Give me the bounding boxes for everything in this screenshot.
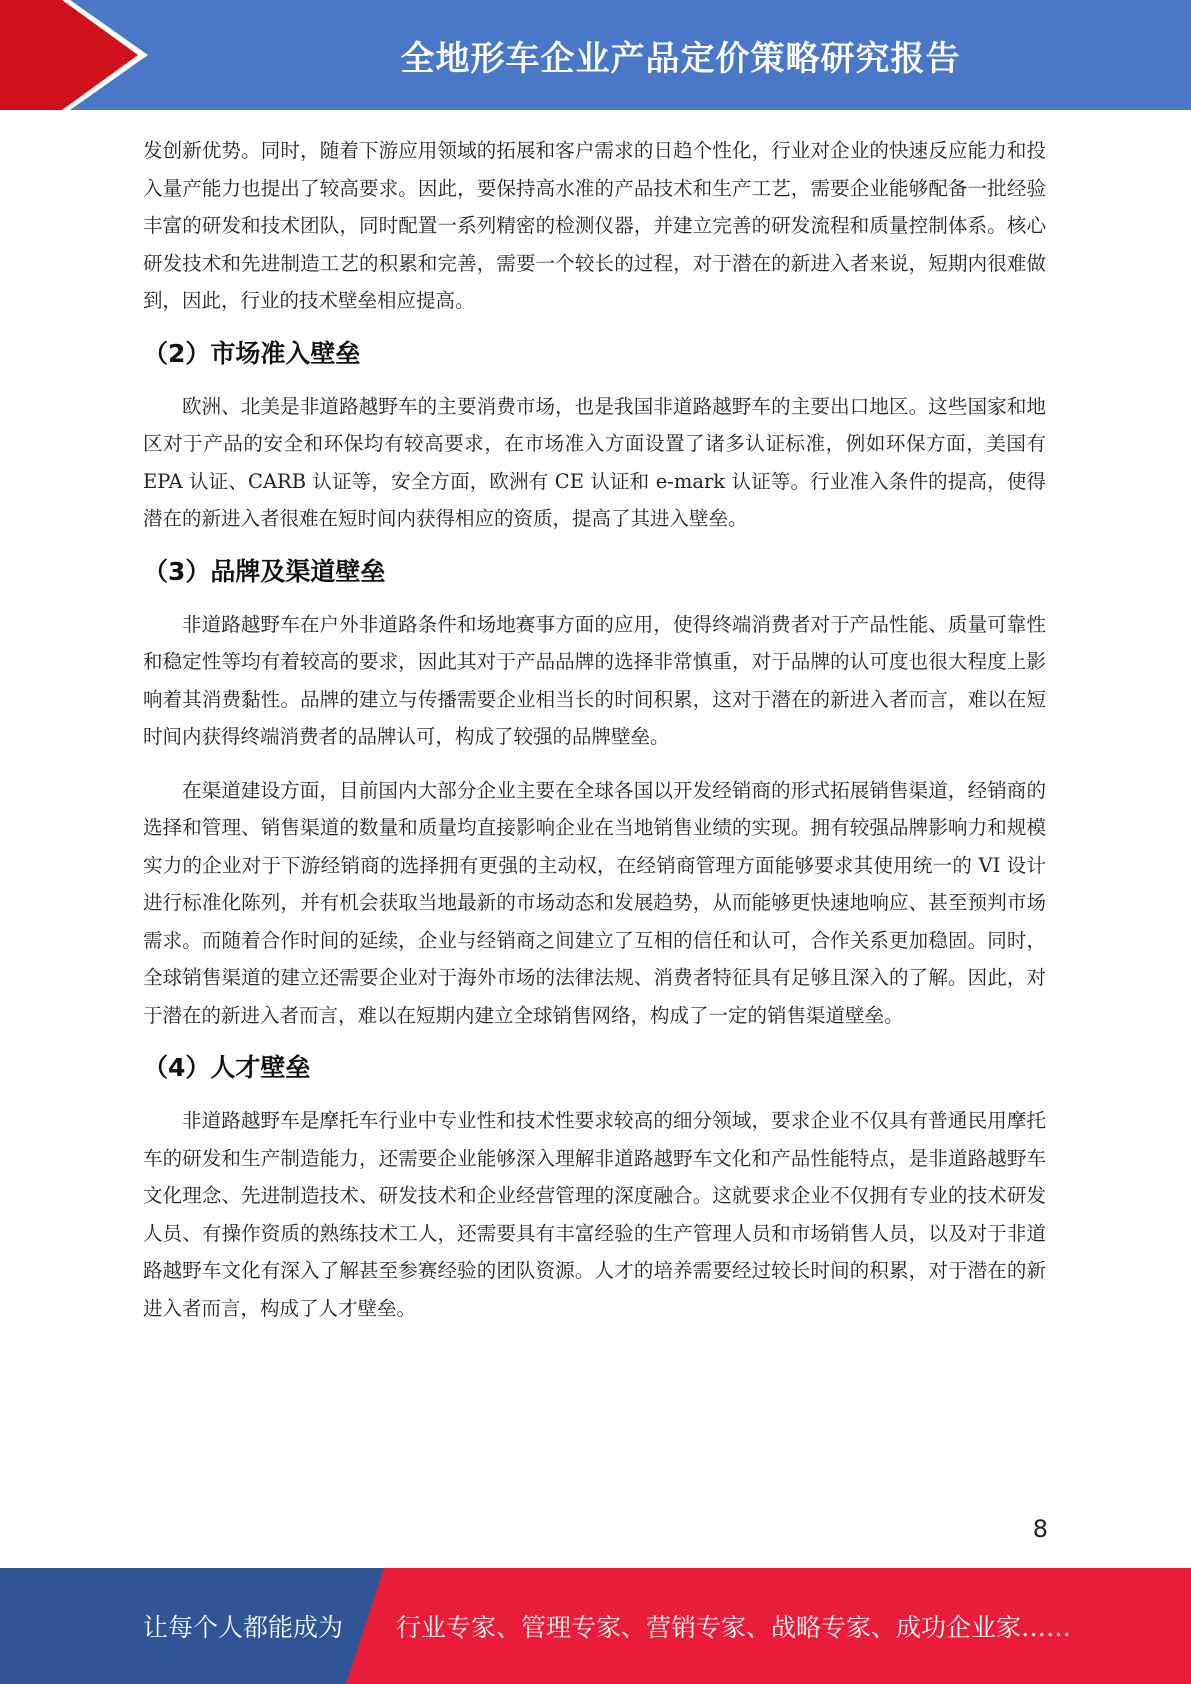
page-number: 8 — [1032, 1515, 1048, 1543]
paragraph-tech-barrier-continued: 发创新优势。同时，随着下游应用领域的拓展和客户需求的日趋个性化，行业对企业的快速反应能力和投入量产能力也提出了较高要求。因此，要保持高水准的产品技术和生产工艺，需要企业能够配备一批经验丰富的研发和技术团队，同时配置一系列精密的检测仪器，并建立完善的研发流程和质量控制体系。核心研发技术和先进制造工艺的积累和完善，需要一个较长的过程，对于潜在的新进入者来说，短期内很难做到，因此，行业的技术壁垒相应提高。 — [143, 139, 1046, 312]
footer-slogan-left: 让每个人都能成为 — [143, 1613, 344, 1642]
paragraph-talent: 非道路越野车是摩托车行业中专业性和技术性要求较高的细分领域，要求企业不仅具有普通民用摩托车的研发和生产制造能力，还需要企业能够深入理解非道路越野车文化和产品性能特点，是非道路越野车文化理念、先进制造技术、研发技术和企业经营管理的深度融合。这就要求企业不仅拥有专业的技术研发人员、有操作资质的熟练技术工人，还需要具有丰富经验的生产管理人员和市场销售人员，以及对于非道路越野车文化有深入了解甚至参赛经验的团队资源。人才的培养需要经过较长时间的积累，对于潜在的新进入者而言，构成了人才壁垒。 — [143, 1109, 1046, 1320]
page-header — [0, 0, 1191, 110]
paragraph-market-access: 欧洲、北美是非道路越野车的主要消费市场，也是我国非道路越野车的主要出口地区。这些国家和地区对于产品的安全和环保均有较高要求，在市场准入方面设置了诸多认证标准，例如环保方面，美国有 EPA 认证、CARB 认证等，安全方面，欧洲有 CE 认证和 e-mark 认证等。行业准入条件的提高，使得潜在的新进入者很难在短时间内获得相应的资质，提高了其进入壁垒。 — [143, 394, 1046, 530]
heading-market-access: （2）市场准入壁垒 — [143, 338, 361, 368]
paragraph-channel: 在渠道建设方面，目前国内大部分企业主要在全球各国以开发经销商的形式拓展销售渠道，经销商的选择和管理、销售渠道的数量和质量均直接影响企业在当地销售业绩的实现。拥有较强品牌影响力和规模实力的企业对于下游经销商的选择拥有更强的主动权，在经销商管理方面能够要求其使用统一的 VI 设计进行标准化陈列，并有机会获取当地最新的市场动态和发展趋势，从而能够更快速地响应、甚至预判市场需求。而随着合作时间的延续，企业与经销商之间建立了互相的信任和认可，合作关系更加稳固。同时，全球销售渠道的建立还需要企业对于海外市场的法律法规、消费者特征具有足够且深入的了解。因此，对于潜在的新进入者而言，难以在短期内建立全球销售网络，构成了一定的销售渠道壁垒。 — [143, 778, 1046, 1027]
heading-talent: （4）人才壁垒 — [143, 1053, 311, 1082]
footer-slogan-right: 行业专家、管理专家、营销专家、战略专家、成功企业家…… — [396, 1613, 1072, 1642]
paragraph-brand: 非道路越野车在户外非道路条件和场地赛事方面的应用，使得终端消费者对于产品性能、质量可靠性和稳定性等均有着较高的要求，因此其对于产品品牌的选择非常慎重，对于品牌的认可度也很大程度上影响着其消费黏性。品牌的建立与传播需要企业相当长的时间积累，这对于潜在的新进入者而言，难以在短时间内获得终端消费者的品牌认可，构成了较强的品牌壁垒。 — [143, 612, 1046, 748]
main-content — [143, 132, 1046, 1327]
report-title: 全地形车企业产品定价策略研究报告 — [400, 38, 961, 79]
heading-brand-channel: （3）品牌及渠道壁垒 — [143, 556, 386, 586]
page-footer — [0, 1568, 1191, 1684]
